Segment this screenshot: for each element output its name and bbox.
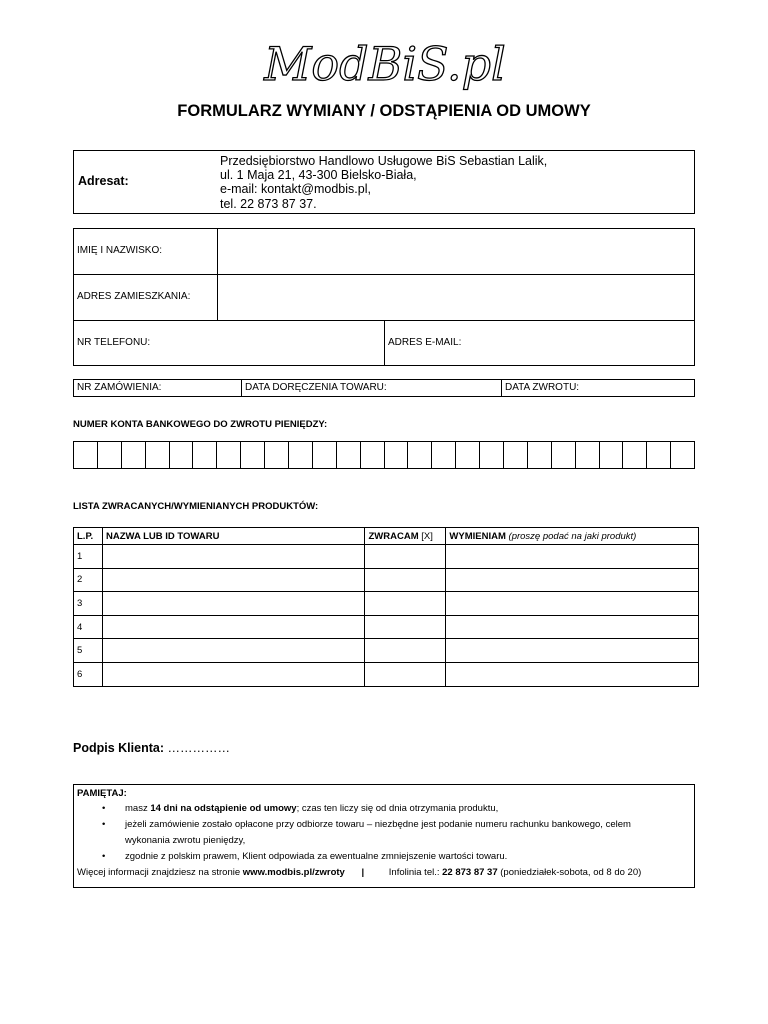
bank-digit-box[interactable] (576, 442, 600, 468)
bank-digit-box[interactable] (241, 442, 265, 468)
phone-label: NR TELEFONU: (77, 337, 151, 348)
bank-digit-box[interactable] (361, 442, 385, 468)
order-number-label: NR ZAMÓWIENIA: (77, 382, 162, 393)
row-number: 2 (74, 568, 103, 592)
bank-digit-box[interactable] (98, 442, 122, 468)
exchange-cell[interactable] (446, 639, 699, 663)
row-number: 4 (74, 615, 103, 639)
exchange-cell[interactable] (446, 662, 699, 686)
col-name-header: NAZWA LUB ID TOWARU (102, 528, 365, 545)
col-return-mark: [X] (421, 530, 433, 542)
return-date-field[interactable] (502, 380, 694, 396)
bank-account-label: NUMER KONTA BANKOWEGO DO ZWROTU PIENIĘDZY: (73, 419, 328, 430)
order-number-field[interactable] (74, 380, 242, 396)
bank-digit-box[interactable] (552, 442, 576, 468)
col-return-label: ZWRACAM (368, 530, 419, 542)
notice-bullet (77, 801, 691, 817)
bank-digit-box[interactable] (265, 442, 289, 468)
email-label: ADRES E-MAIL: (388, 337, 462, 348)
addressee-line: ul. 1 Maja 21, 43-300 Bielsko-Biała, (220, 168, 417, 183)
notice-heading: PAMIĘTAJ: (77, 788, 127, 799)
bank-digit-box[interactable] (385, 442, 409, 468)
return-date-label: DATA ZWROTU: (505, 382, 580, 393)
notice-footer (77, 865, 691, 881)
more-info-text: Więcej informacji znajdziesz na stronie (77, 867, 243, 878)
addressee-line: Przedsiębiorstwo Handlowo Usługowe BiS Sebastian Lalik, (220, 154, 548, 168)
col-exchange-label: WYMIENIAM (449, 530, 506, 542)
return-mark-cell[interactable] (365, 662, 446, 686)
bank-digit-box[interactable] (217, 442, 241, 468)
brand-logo (250, 38, 520, 94)
customer-data-box (73, 228, 695, 366)
bank-digit-box[interactable] (146, 442, 170, 468)
bank-digit-box[interactable] (647, 442, 671, 468)
bank-digit-box[interactable] (170, 442, 194, 468)
notice-bullet-text: masz (125, 803, 151, 814)
addressee-box (73, 150, 695, 214)
return-mark-cell[interactable] (365, 568, 446, 592)
bank-digit-box[interactable] (122, 442, 146, 468)
row-number: 5 (74, 639, 103, 663)
addressee-label: Adresat: (78, 174, 129, 188)
returns-link[interactable]: www.modbis.pl/zwroty (242, 867, 345, 878)
name-field[interactable] (218, 229, 694, 275)
bank-digit-box[interactable] (337, 442, 361, 468)
bank-digit-box[interactable] (480, 442, 504, 468)
table-row (74, 615, 699, 639)
products-header-row (74, 528, 699, 545)
delivery-date-label: DATA DORĘCZENIA TOWARU: (245, 382, 387, 393)
notice-bullet-text: ; czas ten liczy się od dnia otrzymania produktu, (296, 803, 499, 814)
table-row (74, 662, 699, 686)
bank-digit-box[interactable] (289, 442, 313, 468)
notice-bullet (77, 817, 691, 849)
exchange-cell[interactable] (446, 615, 699, 639)
hotline-hours: (poniedziałek-sobota, od 8 do 20) (500, 867, 642, 878)
row-number: 6 (74, 662, 103, 686)
return-mark-cell[interactable] (365, 615, 446, 639)
exchange-cell[interactable] (446, 545, 699, 569)
table-row (74, 568, 699, 592)
product-name-cell[interactable] (102, 615, 365, 639)
bank-digit-box[interactable] (623, 442, 647, 468)
delivery-date-field[interactable] (242, 380, 502, 396)
product-name-cell[interactable] (102, 639, 365, 663)
bank-digit-box[interactable] (432, 442, 456, 468)
products-label: LISTA ZWRACANYCH/WYMIENIANYCH PRODUKTÓW: (73, 501, 319, 512)
table-row (74, 639, 699, 663)
products-table (73, 527, 699, 687)
notice-list (77, 801, 691, 865)
table-row (74, 592, 699, 616)
return-mark-cell[interactable] (365, 592, 446, 616)
exchange-cell[interactable] (446, 568, 699, 592)
addressee-line: e-mail: kontakt@modbis.pl, (220, 182, 371, 197)
bank-digit-box[interactable] (528, 442, 552, 468)
name-label: IMIĘ I NAZWISKO: (77, 245, 163, 256)
bank-digit-box[interactable] (671, 442, 694, 468)
col-exchange-note: (proszę podać na jaki produkt) (508, 530, 637, 542)
product-name-cell[interactable] (102, 568, 365, 592)
product-name-cell[interactable] (102, 545, 365, 569)
bank-digit-box[interactable] (74, 442, 98, 468)
bank-digit-box[interactable] (456, 442, 480, 468)
address-label-cell (74, 275, 218, 321)
address-field[interactable] (218, 275, 694, 321)
signature-dots: …………… (167, 741, 230, 755)
addressee-line: tel. 22 873 87 37. (220, 196, 317, 211)
bank-digit-box[interactable] (193, 442, 217, 468)
product-name-cell[interactable] (102, 592, 365, 616)
col-return-header (365, 528, 446, 545)
name-label-cell (74, 229, 218, 275)
bank-digit-box[interactable] (408, 442, 432, 468)
row-number: 3 (74, 592, 103, 616)
return-mark-cell[interactable] (365, 545, 446, 569)
col-lp-header: L.P. (74, 528, 103, 545)
bank-digit-box[interactable] (313, 442, 337, 468)
address-label: ADRES ZAMIESZKANIA: (77, 291, 191, 302)
signature-line[interactable] (73, 741, 230, 755)
hotline-phone[interactable]: 22 873 87 37 (442, 867, 498, 878)
notice-deadline: 14 dni na odstąpienie od umowy (150, 803, 297, 814)
page-title: FORMULARZ WYMIANY / ODSTĄPIENIA OD UMOWY (177, 102, 591, 120)
col-exchange-header (446, 528, 699, 545)
hotline-text: Infolinia tel.: (388, 867, 443, 878)
signature-label: Podpis Klienta: (73, 741, 164, 755)
notice-box (73, 784, 695, 888)
bank-digit-box[interactable] (600, 442, 624, 468)
bank-digit-box[interactable] (504, 442, 528, 468)
table-row (74, 545, 699, 569)
footer-separator: | (361, 867, 365, 878)
return-mark-cell[interactable] (365, 639, 446, 663)
addressee-details (220, 154, 547, 211)
brand-logo-text: ModBiS.pl (264, 38, 506, 91)
bank-account-boxes[interactable] (73, 441, 695, 469)
email-field[interactable] (385, 321, 694, 365)
notice-bullet-text: jeżeli zamówienie zostało opłacone przy odbiorze towaru – niezbędne jest podanie numeru rachunku bankowego, celem (125, 819, 631, 830)
notice-bullet-text: wykonania zwrotu pieniędzy, (125, 835, 246, 846)
row-number: 1 (74, 545, 103, 569)
notice-bullet (77, 849, 691, 865)
order-info-box (73, 379, 695, 397)
exchange-cell[interactable] (446, 592, 699, 616)
phone-field[interactable] (74, 321, 385, 365)
notice-bullet-text: zgodnie z polskim prawem, Klient odpowiada za ewentualne zmniejszenie wartości towaru. (125, 851, 508, 862)
product-name-cell[interactable] (102, 662, 365, 686)
